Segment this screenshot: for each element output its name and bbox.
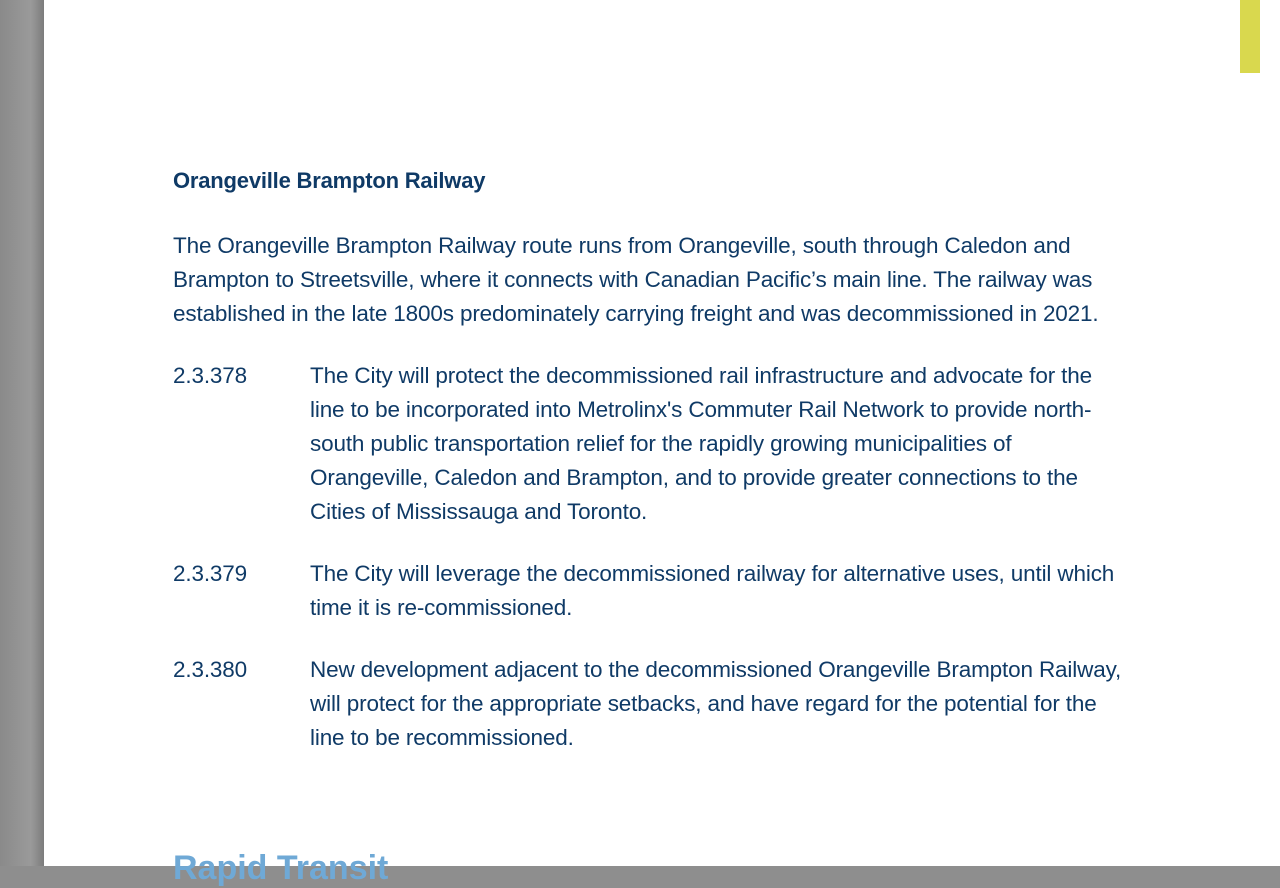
viewer-left-margin: [0, 0, 44, 866]
section-intro: The Orangeville Brampton Railway route runs from Orangeville, south through Caledon and Brampton to Streetsville, where it connects with Canadian Pacific’s main line. The railway was established in the late 1800s predominately carrying freight and was decommissioned in 2021.: [173, 233, 1099, 326]
policy-text: The City will protect the decommissioned rail infrastructure and advocate for the line to be incorporated into Metrolinx's Commuter Rail Network to provide north-south public transportation relief for the rapidly growing municipalities of Orangeville, Caledon and Brampton, and to provide greater connections to the Cities of Mississauga and Toronto.: [310, 363, 1092, 524]
section-heading: Orangeville Brampton Railway: [173, 168, 486, 193]
accent-tab: [1240, 0, 1260, 73]
policy-text: New development adjacent to the decommissioned Orangeville Brampton Railway, will protect for the appropriate setbacks, and have regard for the potential for the line to be recommissioned.: [310, 657, 1122, 750]
policy-number: 2.3.379: [173, 561, 248, 586]
document-page: [44, 0, 1280, 887]
policy-number: 2.3.380: [173, 657, 248, 682]
policy-text: The City will leverage the decommissioned railway for alternative uses, until which time it is re-commissioned.: [310, 561, 1115, 620]
policy-item: [173, 557, 1133, 625]
policy-item: [173, 359, 1133, 529]
next-section-heading: Rapid Transit: [173, 849, 389, 887]
section-content: [173, 166, 1133, 755]
policy-item: [173, 653, 1133, 755]
policy-number: 2.3.378: [173, 363, 248, 388]
